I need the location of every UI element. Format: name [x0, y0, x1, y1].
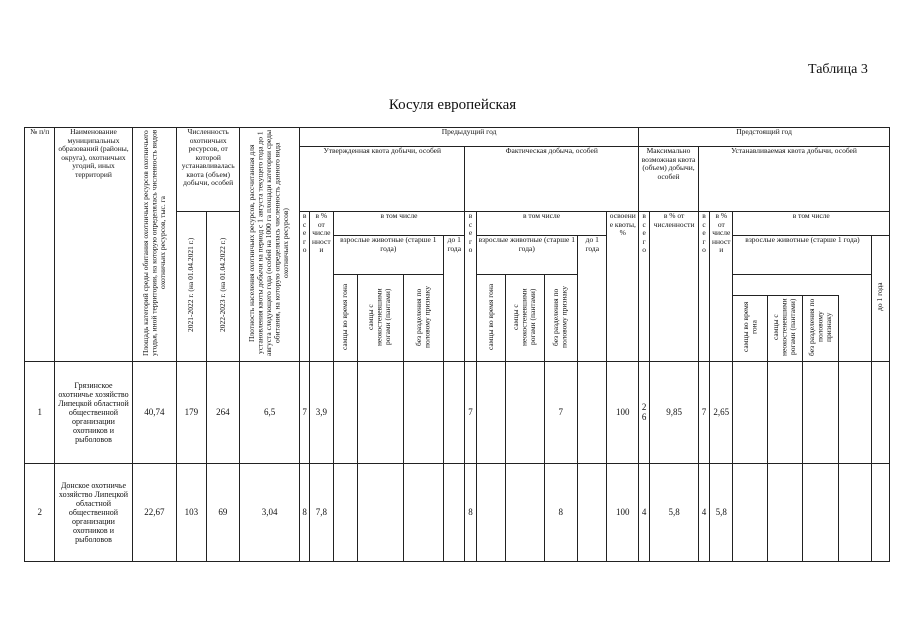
max-pct-header: в % от численности	[650, 212, 699, 362]
row-ab2022: 69	[206, 463, 240, 561]
row-a-panty	[506, 361, 545, 463]
s-under1-header: до 1 года	[872, 236, 890, 362]
a-incl-header: в том числе	[476, 212, 607, 236]
row-s-total: 7	[698, 361, 709, 463]
s-panty-header: самцы с неокостеневшими рогами (пантами)	[767, 295, 803, 361]
a-under1-header: до 1 года	[578, 236, 607, 362]
max-total-header: в с е г о	[639, 212, 650, 362]
row-s-pct: 2,65	[710, 361, 733, 463]
row-q-u1	[444, 463, 465, 561]
s-nosex-header: без разделения по половому признаку	[803, 295, 839, 361]
row-q-total: 7	[300, 361, 310, 463]
row-area: 22,67	[132, 463, 177, 561]
col-area-header: Площадь категорий среды обитания охотничьих ресурсов охотничьего угодья, иной территории, на которую определялась численность видов охотничьих ресурсов, тыс. га	[132, 128, 177, 362]
row-name: Грязинское охотничье хозяйство Липецкой областной общественной организации охотников и рыболовов	[55, 361, 132, 463]
s-adults-spacer	[733, 275, 872, 295]
row-s-total: 4	[698, 463, 709, 561]
row-a-u1	[578, 361, 607, 463]
col-density-header: Плотность населения охотничьих ресурсов, рассчитанная для установления квоты добычи на период с 1 августа текущего года до 1 августа следующего года (особей на 1000 га площади категории среды обитания, на которую определялась численность данного вида охотничьих ресурсов)	[240, 128, 300, 362]
year-2022-header: 2022-2023 г. (на 01.04.2022 г.)	[206, 212, 240, 362]
q-panty-header: самцы с неокостеневшими рогами (пантами)	[357, 275, 403, 361]
col-abundance-header: Численность охотничьих ресурсов, от которой устанавливалась квота (объем) добычи, особей	[177, 128, 240, 212]
col-num-header: № п/п	[25, 128, 55, 362]
mastered-header: освоение квоты, %	[607, 212, 639, 362]
row-area: 40,74	[132, 361, 177, 463]
row-max-q: 4	[639, 463, 650, 561]
approved-quota-header: Утвержденная квота добычи, особей	[300, 147, 465, 212]
row-q-pct: 7,8	[310, 463, 333, 561]
s-total-header: в с е г о	[698, 212, 709, 362]
row-mastered: 100	[607, 463, 639, 561]
row-s-rut	[733, 361, 768, 463]
q-adults-header: взрослые животные (старше 1 года)	[333, 236, 444, 275]
q-pct-header: в % от численности	[310, 212, 333, 362]
actual-harvest-header: Фактическая добыча, особей	[465, 147, 639, 212]
prev-year-header: Предыдущий год	[300, 128, 639, 147]
row-q-rut	[333, 463, 357, 561]
row-a-u1	[578, 463, 607, 561]
q-nosex-header: без разделения по половому признаку	[403, 275, 444, 361]
page-title: Косуля европейская	[388, 97, 517, 113]
a-nosex-header: без разделения по половому признаку	[544, 275, 577, 361]
row-s-u1	[872, 463, 890, 561]
row-a-rut	[476, 361, 505, 463]
row-s-extra	[838, 361, 871, 463]
row-q-pct: 3,9	[310, 361, 333, 463]
q-incl-header: в том числе	[333, 212, 465, 236]
row-ab2021: 103	[177, 463, 206, 561]
s-pct-header: в % от численности	[710, 212, 733, 362]
row-ab2021: 179	[177, 361, 206, 463]
row-q-panty	[357, 463, 403, 561]
row-q-nosex	[403, 361, 444, 463]
a-panty-header: самцы с неокостеневшими рогами (пантами)	[506, 275, 545, 361]
row-num: 1	[25, 361, 55, 463]
row-s-panty	[767, 361, 803, 463]
table-row	[25, 463, 890, 561]
row-s-panty	[767, 463, 803, 561]
a-rut-header: самцы во время гона	[476, 275, 505, 361]
row-a-panty	[506, 463, 545, 561]
s-rut-header: самцы во время гона	[733, 295, 768, 361]
a-total-header: в с е г о	[465, 212, 476, 362]
row-a-nosex: 7	[544, 361, 577, 463]
row-s-nosex	[803, 463, 839, 561]
row-max-q: 26	[639, 361, 650, 463]
quota-table	[24, 127, 890, 562]
max-quota-header: Максимально возможная квота (объем) добычи, особей	[639, 147, 699, 212]
row-density: 3,04	[240, 463, 300, 561]
row-s-extra	[838, 463, 871, 561]
row-a-total: 8	[465, 463, 476, 561]
row-max-pct: 5,8	[650, 463, 699, 561]
s-adults-header: взрослые животные (старше 1 года)	[733, 236, 872, 275]
row-mastered: 100	[607, 361, 639, 463]
set-quota-header: Устанавливаемая квота добычи, особей	[698, 147, 889, 212]
row-q-u1	[444, 361, 465, 463]
year-2021-header: 2021-2022 г. (на 01.04.2021 г.)	[177, 212, 206, 362]
q-under1-header: до 1 года	[444, 236, 465, 362]
s-incl-header: в том числе	[733, 212, 890, 236]
row-a-rut	[476, 463, 505, 561]
row-a-total: 7	[465, 361, 476, 463]
row-a-nosex: 8	[544, 463, 577, 561]
row-num: 2	[25, 463, 55, 561]
s-extra-cell	[838, 295, 871, 361]
row-s-rut	[733, 463, 768, 561]
row-s-pct: 5,8	[710, 463, 733, 561]
table-row	[25, 361, 890, 463]
row-name: Донское охотничье хозяйство Липецкой областной общественной организации охотников и рыболовов	[55, 463, 132, 561]
table-number: Таблица 3	[808, 62, 868, 77]
row-q-panty	[357, 361, 403, 463]
row-s-nosex	[803, 361, 839, 463]
row-q-total: 8	[300, 463, 310, 561]
col-name-header: Наименование муниципальных образований (районы, округа), охотничьих угодий, иных территорий	[55, 128, 132, 362]
row-max-pct: 9,85	[650, 361, 699, 463]
row-q-rut	[333, 361, 357, 463]
row-q-nosex	[403, 463, 444, 561]
row-s-u1	[872, 361, 890, 463]
q-rut-header: самцы во время гона	[333, 275, 357, 361]
next-year-header: Предстоящий год	[639, 128, 890, 147]
row-density: 6,5	[240, 361, 300, 463]
a-adults-header: взрослые животные (старше 1 года)	[476, 236, 577, 275]
q-total-header: в с е г о	[300, 212, 310, 362]
row-ab2022: 264	[206, 361, 240, 463]
